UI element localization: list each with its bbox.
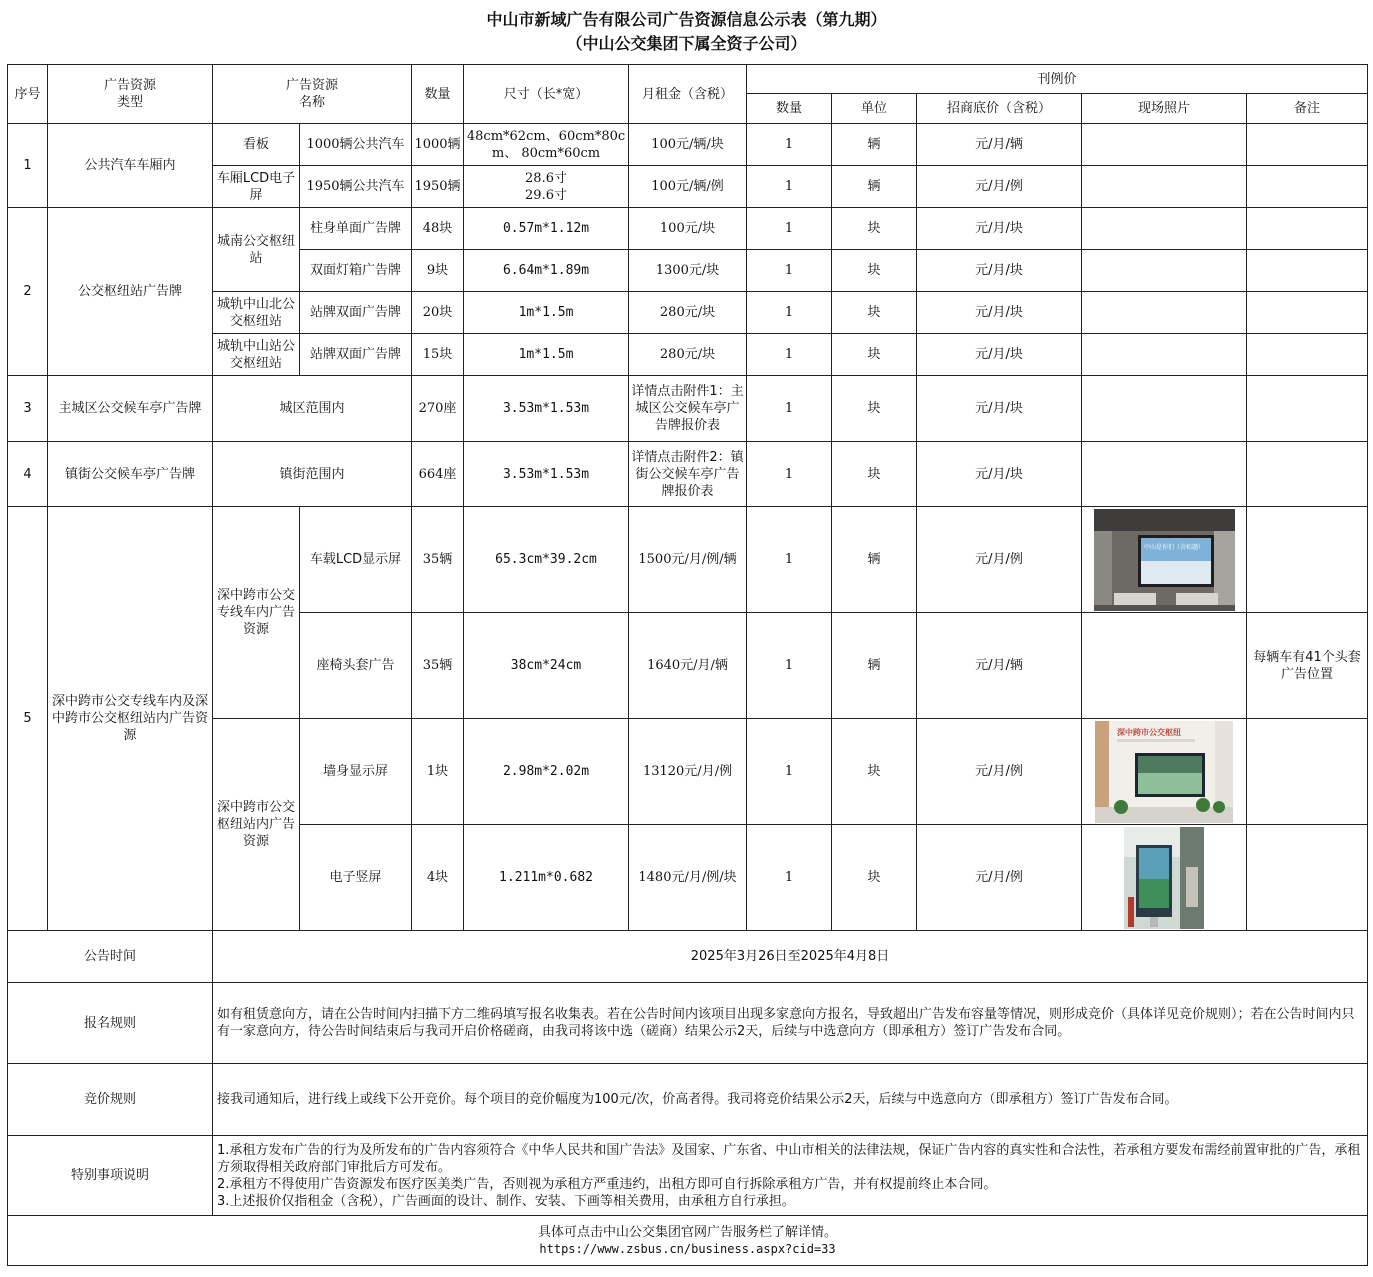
note-cell — [1247, 825, 1368, 931]
special-label: 特别事项说明 — [8, 1136, 213, 1216]
size: 3.53m*1.53m — [464, 442, 629, 507]
group-4-type: 镇街公交候车亭广告牌 — [48, 442, 213, 507]
sample-qty: 1 — [747, 376, 832, 442]
group-1-type: 公共汽车车厢内 — [48, 124, 213, 208]
sample-price: 元/月/块 — [917, 376, 1082, 442]
header-size: 尺寸（长*宽） — [464, 65, 629, 124]
photo-cell — [1082, 376, 1247, 442]
announce-row — [8, 931, 1368, 983]
header-sample: 刊例价 — [747, 65, 1368, 94]
note-cell: 每辆车有41个头套广告位置 — [1247, 613, 1368, 719]
sample-price: 元/月/例 — [917, 507, 1082, 613]
note-cell — [1247, 719, 1368, 825]
note-cell — [1247, 124, 1368, 166]
photo-cell — [1082, 719, 1247, 825]
quantity: 35辆 — [412, 507, 464, 613]
table-row — [8, 376, 1368, 442]
monthly-rent: 13120元/月/例 — [629, 719, 747, 825]
photo-cell — [1082, 507, 1247, 613]
sub-type: 城轨中山站公交枢纽站 — [213, 334, 300, 376]
note-cell — [1247, 334, 1368, 376]
size: 1m*1.5m — [464, 292, 629, 334]
resource-name: 站牌双面广告牌 — [300, 334, 412, 376]
info-cell — [8, 1216, 1368, 1266]
size: 6.64m*1.89m — [464, 250, 629, 292]
special-text — [213, 1136, 1368, 1216]
sample-qty: 1 — [747, 124, 832, 166]
monthly-rent: 1480元/月/例/块 — [629, 825, 747, 931]
sample-unit: 块 — [832, 292, 917, 334]
resource-name: 电子竖屏 — [300, 825, 412, 931]
note-cell — [1247, 442, 1368, 507]
monthly-rent: 280元/块 — [629, 292, 747, 334]
header-type: 广告资源 类型 — [48, 65, 213, 124]
size: 0.57m*1.12m — [464, 208, 629, 250]
signup-text: 如有租赁意向方，请在公告时间内扫描下方二维码填写报名收集表。若在公告时间内该项目出现多家意向方报名，导致超出广告发布容量等情况，则形成竞价（具体详见竞价规则）；若在公告时间内只有一家意向方，待公告时间结束后与我司开启价格磋商，由我司将该中选（磋商）结果公示2天，后续与中选意向方（即承租方）签订广告发布合同。 — [213, 983, 1368, 1064]
photo-cell — [1082, 250, 1247, 292]
quantity: 1块 — [412, 719, 464, 825]
sample-qty: 1 — [747, 166, 832, 208]
sample-qty: 1 — [747, 208, 832, 250]
sub-type: 深中跨市公交专线车内广告资源 — [213, 507, 300, 719]
info-row — [8, 1216, 1368, 1266]
monthly-rent: 1500元/月/例/辆 — [629, 507, 747, 613]
sample-price: 元/月/例 — [917, 825, 1082, 931]
bus-lcd-photo — [1094, 509, 1235, 611]
group-3-seq: 3 — [8, 376, 48, 442]
sample-price: 元/月/辆 — [917, 613, 1082, 719]
special-item-2: 2.承租方不得使用广告资源发布医疗医美类广告，否则视为承租方严重违约，出租方即可自行拆除承租方广告，并有权提前终止本合同。 — [217, 1176, 997, 1192]
sample-unit: 块 — [832, 719, 917, 825]
table-row — [8, 507, 1368, 613]
resource-name: 镇街范围内 — [213, 442, 412, 507]
special-item-3: 3.上述报价仅指租金（含税），广告画面的设计、制作、安装、下画等相关费用，由承租方自行承担。 — [217, 1193, 795, 1209]
sample-price: 元/月/块 — [917, 442, 1082, 507]
quantity: 9块 — [412, 250, 464, 292]
quantity: 1000辆 — [412, 124, 464, 166]
monthly-rent: 100元/辆/块 — [629, 124, 747, 166]
sample-qty: 1 — [747, 250, 832, 292]
photo-cell — [1082, 208, 1247, 250]
header-sample-unit: 单位 — [832, 94, 917, 124]
sample-unit: 块 — [832, 250, 917, 292]
resource-name: 1950辆公共汽车 — [300, 166, 412, 208]
header-sample-photo: 现场照片 — [1082, 94, 1247, 124]
sample-qty: 1 — [747, 442, 832, 507]
group-3-type: 主城区公交候车亭广告牌 — [48, 376, 213, 442]
resource-table — [7, 64, 1368, 1266]
page-title — [0, 8, 1373, 56]
sample-unit: 块 — [832, 208, 917, 250]
sample-unit: 辆 — [832, 507, 917, 613]
size: 65.3cm*39.2cm — [464, 507, 629, 613]
note-cell — [1247, 292, 1368, 334]
quantity: 48块 — [412, 208, 464, 250]
quantity: 35辆 — [412, 613, 464, 719]
photo-cell — [1082, 292, 1247, 334]
bid-row — [8, 1064, 1368, 1136]
more-info-text: 具体可点击中山公交集团官网广告服务栏了解详情。 — [538, 1224, 838, 1240]
photo-station-sign: 深中跨市公交枢纽 — [1117, 727, 1182, 737]
sample-unit: 辆 — [832, 166, 917, 208]
signup-row — [8, 983, 1368, 1064]
station-wall-screen-photo — [1095, 721, 1233, 823]
monthly-rent: 100元/辆/例 — [629, 166, 747, 208]
group-2-type: 公交枢纽站广告牌 — [48, 208, 213, 376]
quantity: 4块 — [412, 825, 464, 931]
sample-unit: 块 — [832, 376, 917, 442]
photo-cell — [1082, 613, 1247, 719]
resource-name: 墙身显示屏 — [300, 719, 412, 825]
photo-cell — [1082, 825, 1247, 931]
resource-name: 车载LCD显示屏 — [300, 507, 412, 613]
monthly-rent: 1640元/月/辆 — [629, 613, 747, 719]
sample-qty: 1 — [747, 613, 832, 719]
size: 48cm*62cm、60cm*80cm、 80cm*60cm — [464, 124, 629, 166]
size: 28.6寸 29.6寸 — [464, 166, 629, 208]
note-cell — [1247, 507, 1368, 613]
special-row — [8, 1136, 1368, 1216]
sub-type: 看板 — [213, 124, 300, 166]
sample-unit: 辆 — [832, 613, 917, 719]
monthly-rent-link[interactable]: 详情点击附件1：主城区公交候车亭广告牌报价表 — [629, 376, 747, 442]
sample-qty: 1 — [747, 719, 832, 825]
sample-price: 元/月/辆 — [917, 124, 1082, 166]
resource-name: 双面灯箱广告牌 — [300, 250, 412, 292]
resource-name: 座椅头套广告 — [300, 613, 412, 719]
sample-price: 元/月/块 — [917, 292, 1082, 334]
sub-type: 深中跨市公交枢纽站内广告资源 — [213, 719, 300, 931]
size: 1.211m*0.682 — [464, 825, 629, 931]
sample-price: 元/月/例 — [917, 166, 1082, 208]
signup-label: 报名规则 — [8, 983, 213, 1064]
sub-type: 车厢LCD电子屏 — [213, 166, 300, 208]
resource-name: 1000辆公共汽车 — [300, 124, 412, 166]
quantity: 270座 — [412, 376, 464, 442]
header-sample-note: 备注 — [1247, 94, 1368, 124]
header-sample-qty: 数量 — [747, 94, 832, 124]
group-1-seq: 1 — [8, 124, 48, 208]
size: 1m*1.5m — [464, 334, 629, 376]
size: 38cm*24cm — [464, 613, 629, 719]
sub-type: 城南公交枢纽站 — [213, 208, 300, 292]
sample-price: 元/月/例 — [917, 719, 1082, 825]
title-line-2: （中山公交集团下属全资子公司） — [566, 34, 807, 53]
bid-label: 竞价规则 — [8, 1064, 213, 1136]
group-5-type: 深中跨市公交专线车内及深中跨市公交枢纽站内广告资源 — [48, 507, 213, 931]
table-row — [8, 124, 1368, 166]
sub-type: 城轨中山北公交枢纽站 — [213, 292, 300, 334]
sample-qty: 1 — [747, 334, 832, 376]
sample-qty: 1 — [747, 825, 832, 931]
size: 3.53m*1.53m — [464, 376, 629, 442]
quantity: 664座 — [412, 442, 464, 507]
header-rent: 月租金（含税） — [629, 65, 747, 124]
station-vertical-screen-photo — [1124, 827, 1204, 929]
sample-qty: 1 — [747, 292, 832, 334]
resource-name: 站牌双面广告牌 — [300, 292, 412, 334]
header-name: 广告资源 名称 — [213, 65, 412, 124]
monthly-rent: 280元/块 — [629, 334, 747, 376]
sample-unit: 块 — [832, 442, 917, 507]
title-line-1: 中山市新域广告有限公司广告资源信息公示表（第九期） — [486, 10, 887, 29]
quantity: 20块 — [412, 292, 464, 334]
sample-price: 元/月/块 — [917, 334, 1082, 376]
photo-screen-text: 中山是你们（含标题） — [1143, 543, 1204, 551]
resource-name: 城区范围内 — [213, 376, 412, 442]
sample-unit: 块 — [832, 334, 917, 376]
photo-cell — [1082, 166, 1247, 208]
sample-price: 元/月/块 — [917, 250, 1082, 292]
sample-unit: 块 — [832, 825, 917, 931]
monthly-rent: 100元/块 — [629, 208, 747, 250]
size: 2.98m*2.02m — [464, 719, 629, 825]
sample-unit: 辆 — [832, 124, 917, 166]
table-row — [8, 208, 1368, 250]
header-sample-price: 招商底价（含税） — [917, 94, 1082, 124]
resource-name: 柱身单面广告牌 — [300, 208, 412, 250]
monthly-rent-link[interactable]: 详情点击附件2：镇街公交候车亭广告牌报价表 — [629, 442, 747, 507]
special-item-1: 1.承租方发布广告的行为及所发布的广告内容须符合《中华人民共和国广告法》及国家、广东省、中山市相关的法律法规，保证广告内容的真实性和合法性，若承租方要发布需经前置审批的广告，承租方须取得相关政府部门审批后方可发布。 — [217, 1142, 1361, 1175]
group-4-seq: 4 — [8, 442, 48, 507]
note-cell — [1247, 376, 1368, 442]
quantity: 15块 — [412, 334, 464, 376]
table-row — [8, 442, 1368, 507]
header-seq: 序号 — [8, 65, 48, 124]
note-cell — [1247, 250, 1368, 292]
group-5-seq: 5 — [8, 507, 48, 931]
announce-label: 公告时间 — [8, 931, 213, 983]
bid-text: 接我司通知后，进行线上或线下公开竞价。每个项目的竞价幅度为100元/次，价高者得。我司将竞价结果公示2天，后续与中选意向方（即承租方）签订广告发布合同。 — [213, 1064, 1368, 1136]
announce-value: 2025年3月26日至2025年4月8日 — [213, 931, 1368, 983]
sample-qty: 1 — [747, 507, 832, 613]
website-link[interactable]: https://www.zsbus.cn/business.aspx?cid=33 — [539, 1241, 836, 1256]
sample-price: 元/月/块 — [917, 208, 1082, 250]
note-cell — [1247, 166, 1368, 208]
photo-cell — [1082, 334, 1247, 376]
group-2-seq: 2 — [8, 208, 48, 376]
photo-cell — [1082, 124, 1247, 166]
header-qty: 数量 — [412, 65, 464, 124]
monthly-rent: 1300元/块 — [629, 250, 747, 292]
photo-cell — [1082, 442, 1247, 507]
note-cell — [1247, 208, 1368, 250]
quantity: 1950辆 — [412, 166, 464, 208]
